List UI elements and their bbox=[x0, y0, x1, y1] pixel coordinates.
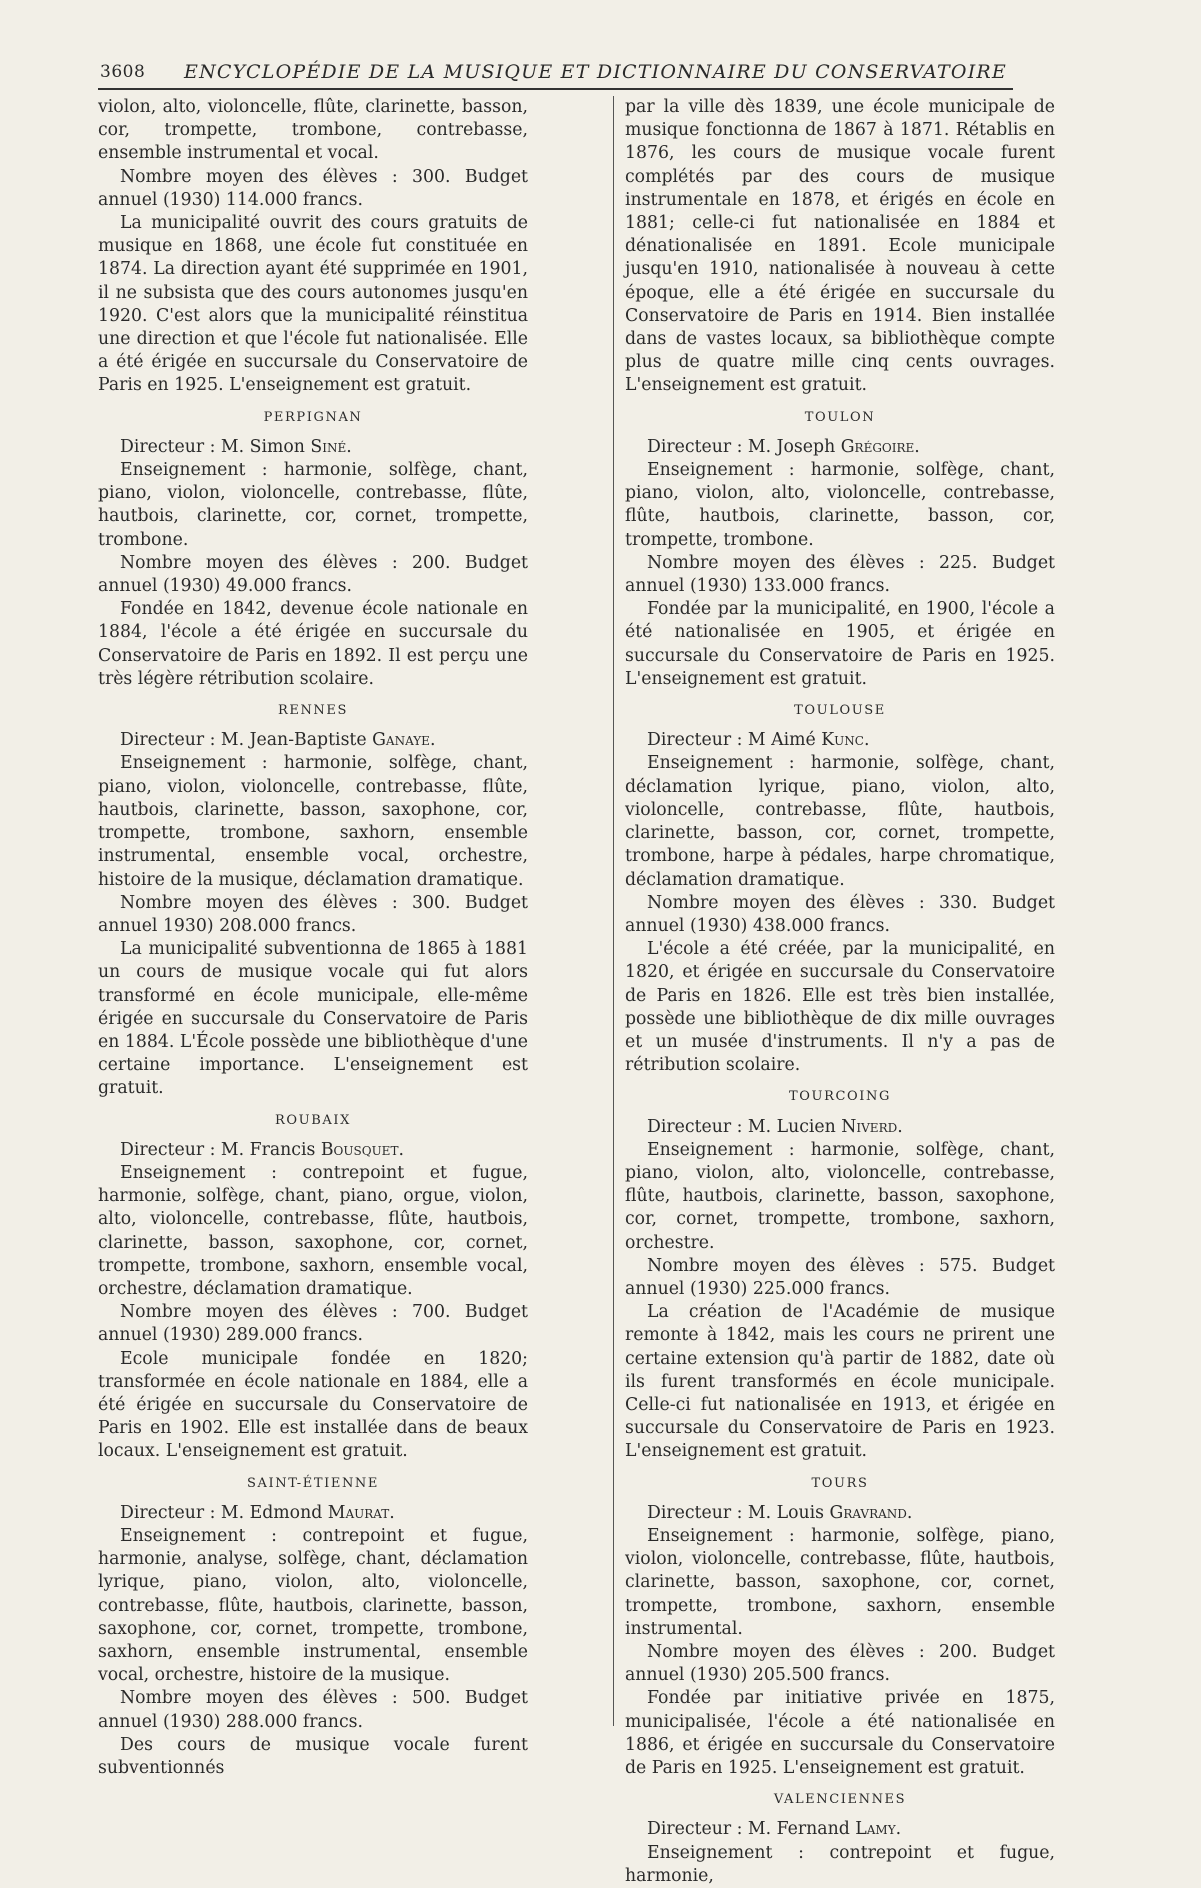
director-name: Lamy. bbox=[855, 1819, 902, 1840]
director-prefix: Directeur : M. Francis bbox=[120, 1139, 316, 1160]
school-stats: Nombre moyen des élèves : 200. Budget annuel (1930) 205.500 francs. bbox=[625, 1642, 1055, 1686]
school-teaching: Enseignement : harmonie, solfège, chant, déclamation lyrique, piano, violon, alto, violoncelle, contrebasse, flûte, hautbois, clarinette, basson, cor, cornet, trompette, trombone, harpe à pédales, harpe chromatique, déclamation dramatique. bbox=[625, 753, 1055, 890]
section-heading-perpignan: PERPIGNAN bbox=[263, 409, 363, 425]
director-line bbox=[98, 729, 528, 752]
section-heading-tours: TOURS bbox=[811, 1475, 869, 1491]
director-prefix: Directeur : M. Edmond bbox=[120, 1502, 323, 1523]
section-heading-toulouse: TOULOUSE bbox=[794, 703, 886, 719]
school-teaching: Enseignement : contrepoint et fugue, harmonie, bbox=[625, 1842, 1055, 1886]
director-name: Ganaye. bbox=[372, 730, 436, 751]
school-history: Fondée par la municipalité, en 1900, l'école a été nationalisée en 1905, et érigée en succursale du Conservatoire de Paris en 1925. L'enseignement est gratuit. bbox=[625, 599, 1055, 689]
school-teaching: Enseignement : harmonie, solfège, chant, piano, violon, violoncelle, contrebasse, flûte, hautbois, clarinette, cor, cornet, trompette, trombone. bbox=[98, 460, 528, 550]
history-continuation: par la ville dès 1839, une école municipale de musique fonctionna de 1867 à 1871. Rétablis en 1876, les cours de musique vocale furent complétés par des cours de musique instrumentale en 1878, et érigés en école en 1881; celle-ci fut nationalisée en 1884 et dénationalisée en 1891. Ecole municipale jusqu'en 1910, nationalisée à nouveau à cette époque, elle a été érigée en succursale du Conservatoire de Paris en 1914. Bien installée dans de vastes locaux, sa bibliothèque compte plus de quatre mille cinq cents ouvrages. L'enseignement est gratuit. bbox=[625, 97, 1055, 396]
page-number: 3608 bbox=[100, 62, 146, 82]
section-heading-toulon: TOULON bbox=[804, 409, 876, 425]
school-stats: Nombre moyen des élèves : 500. Budget annuel (1930) 288.000 francs. bbox=[98, 1688, 528, 1732]
school-stats: Nombre moyen des élèves : 200. Budget annuel (1930) 49.000 francs. bbox=[98, 552, 528, 597]
school-teaching: Enseignement : contrepoint et fugue, harmonie, analyse, solfège, chant, déclamation lyrique, piano, violon, alto, violoncelle, contrebasse, flûte, hautbois, clarinette, basson, saxophone, cor, cornet, trompette, trombone, saxhorn, ensemble instrumental, ensemble vocal, orchestre, histoire de la musique. bbox=[98, 1525, 528, 1686]
section-heading-roubaix: ROUBAIX bbox=[275, 1112, 351, 1128]
column-divider bbox=[613, 96, 614, 1726]
school-teaching: Enseignement : harmonie, solfège, chant, piano, violon, alto, violoncelle, contrebasse, flûte, hautbois, clarinette, basson, saxophone, cor, cornet, trompette, trombone, saxhorn, orchestre. bbox=[625, 1139, 1055, 1253]
section-heading-tourcoing: TOURCOING bbox=[789, 1089, 891, 1105]
school-history: Fondée par initiative privée en 1875, municipalisée, l'école a été nationalisée en 1886, et érigée en succursale du Conservatoire de Paris en 1925. L'enseignement est gratuit. bbox=[625, 1688, 1055, 1779]
director-line bbox=[625, 1818, 1055, 1841]
page-header bbox=[98, 58, 1013, 90]
director-line bbox=[98, 436, 528, 459]
director-line bbox=[625, 1502, 1055, 1525]
school-stats: Nombre moyen des élèves : 225. Budget annuel (1930) 133.000 francs. bbox=[625, 552, 1055, 597]
school-stats: Nombre moyen des élèves : 330. Budget annuel (1930) 438.000 francs. bbox=[625, 892, 1055, 936]
school-stats: Nombre moyen des élèves : 300. Budget annuel (1930) 114.000 francs. bbox=[98, 166, 528, 210]
director-prefix: Directeur : M. Joseph bbox=[647, 436, 836, 457]
director-prefix: Directeur : M. Fernand bbox=[647, 1819, 850, 1840]
right-column bbox=[625, 96, 1055, 1888]
school-stats: Nombre moyen des élèves : 575. Budget annuel (1930) 225.000 francs. bbox=[625, 1255, 1055, 1299]
section-heading-saint-etienne: SAINT-ÉTIENNE bbox=[246, 1475, 380, 1491]
director-name: Maurat. bbox=[327, 1502, 395, 1523]
director-name: Siné. bbox=[310, 436, 352, 457]
school-history: Ecole municipale fondée en 1820; transformée en école nationale en 1884, elle a été érigée en succursale du Conservatoire de Paris en 1902. Elle est installée dans de beaux locaux. L'enseignement est gratuit. bbox=[98, 1348, 528, 1462]
director-prefix: Directeur : M. Louis bbox=[647, 1502, 825, 1523]
director-prefix: Directeur : M. Jean-Baptiste bbox=[120, 730, 367, 751]
school-teaching: Enseignement : harmonie, solfège, chant, piano, violon, violoncelle, contrebasse, flûte, hautbois, clarinette, basson, saxophone, cor, trompette, trombone, saxhorn, ensemble instrumental, ensemble vocal, orchestre, histoire de la musique, déclamation dramatique. bbox=[98, 753, 528, 890]
school-teaching: Enseignement : contrepoint et fugue, harmonie, solfège, chant, piano, orgue, violon, alto, violoncelle, contrebasse, flûte, hautbois, clarinette, basson, saxophone, cor, cornet, trompette, trombone, saxhorn, ensemble vocal, orchestre, déclamation dramatique. bbox=[98, 1162, 528, 1299]
school-history: La création de l'Académie de musique remonte à 1842, mais les cours ne prirent une certaine extension qu'à partir de 1882, date où ils furent transformés en école municipale. Celle-ci fut nationalisée en 1913, et érigée en succursale du Conservatoire de Paris en 1923. L'enseignement est gratuit. bbox=[625, 1302, 1055, 1462]
school-history: La municipalité subventionna de 1865 à 1881 un cours de musique vocale qui fut alors transformé en école municipale, elle-même érigée en succursale du Conservatoire de Paris en 1884. L'École possède une bibliothèque d'une certaine importance. L'enseignement est gratuit. bbox=[98, 939, 528, 1099]
director-line bbox=[98, 1502, 528, 1525]
director-line bbox=[98, 1139, 528, 1162]
school-stats: Nombre moyen des élèves : 300. Budget annuel 1930) 208.000 francs. bbox=[98, 892, 528, 936]
school-teaching: Enseignement : harmonie, solfège, piano, violon, violoncelle, contrebasse, flûte, hautbois, clarinette, basson, saxophone, cor, cornet, trompette, trombone, saxhorn, ensemble instrumental. bbox=[625, 1525, 1055, 1639]
director-name: Gravrand. bbox=[829, 1502, 913, 1523]
director-name: Grégoire. bbox=[840, 436, 920, 457]
director-prefix: Directeur : M. Lucien bbox=[647, 1116, 836, 1137]
school-teaching: Enseignement : harmonie, solfège, chant, piano, violon, alto, violoncelle, contrebasse, flûte, hautbois, clarinette, basson, cor, trompette, trombone. bbox=[625, 460, 1055, 550]
school-history: La municipalité ouvrit des cours gratuits de musique en 1868, une école fut constituée en 1874. La direction ayant été supprimée en 1901, il ne subsista que des cours autonomes jusqu'en 1920. C'est alors que la municipalité réinstitua une direction et que l'école fut nationalisée. Elle a été érigée en succursale du Conservatoire de Paris en 1925. L'enseignement est gratuit. bbox=[98, 213, 528, 396]
school-history: L'école a été créée, par la municipalité, en 1820, et érigée en succursale du Conservatoire de Paris en 1826. Elle est très bien installée, possède une bibliothèque de dix mille ouvrages et un musée d'instruments. Il n'y a pas de rétribution scolaire. bbox=[625, 939, 1055, 1076]
running-title: ENCYCLOPÉDIE DE LA MUSIQUE ET DICTIONNAIRE DU CONSERVATOIRE bbox=[184, 61, 1007, 83]
director-name: Kunc. bbox=[821, 730, 870, 751]
director-name: Bousquet. bbox=[320, 1139, 404, 1160]
section-heading-valenciennes: VALENCIENNES bbox=[773, 1792, 907, 1808]
director-prefix: Directeur : M Aimé bbox=[647, 730, 816, 751]
director-prefix: Directeur : M. Simon bbox=[120, 436, 305, 457]
director-line bbox=[625, 436, 1055, 459]
school-history: Fondée en 1842, devenue école nationale en 1884, l'école a été érigée en succursale du Conservatoire de Paris en 1892. Il est perçu une très légère rétribution scolaire. bbox=[98, 599, 528, 689]
director-line bbox=[625, 1116, 1055, 1139]
left-column bbox=[98, 96, 528, 1780]
school-history: Des cours de musique vocale furent subventionnés bbox=[98, 1734, 528, 1779]
teaching-continuation: violon, alto, violoncelle, flûte, clarinette, basson, cor, trompette, trombone, contrebasse, ensemble instrumental et vocal. bbox=[98, 97, 528, 164]
director-line bbox=[625, 729, 1055, 752]
director-name: Niverd. bbox=[841, 1116, 903, 1137]
school-stats: Nombre moyen des élèves : 700. Budget annuel (1930) 289.000 francs. bbox=[98, 1302, 528, 1346]
section-heading-rennes: RENNES bbox=[277, 703, 349, 719]
